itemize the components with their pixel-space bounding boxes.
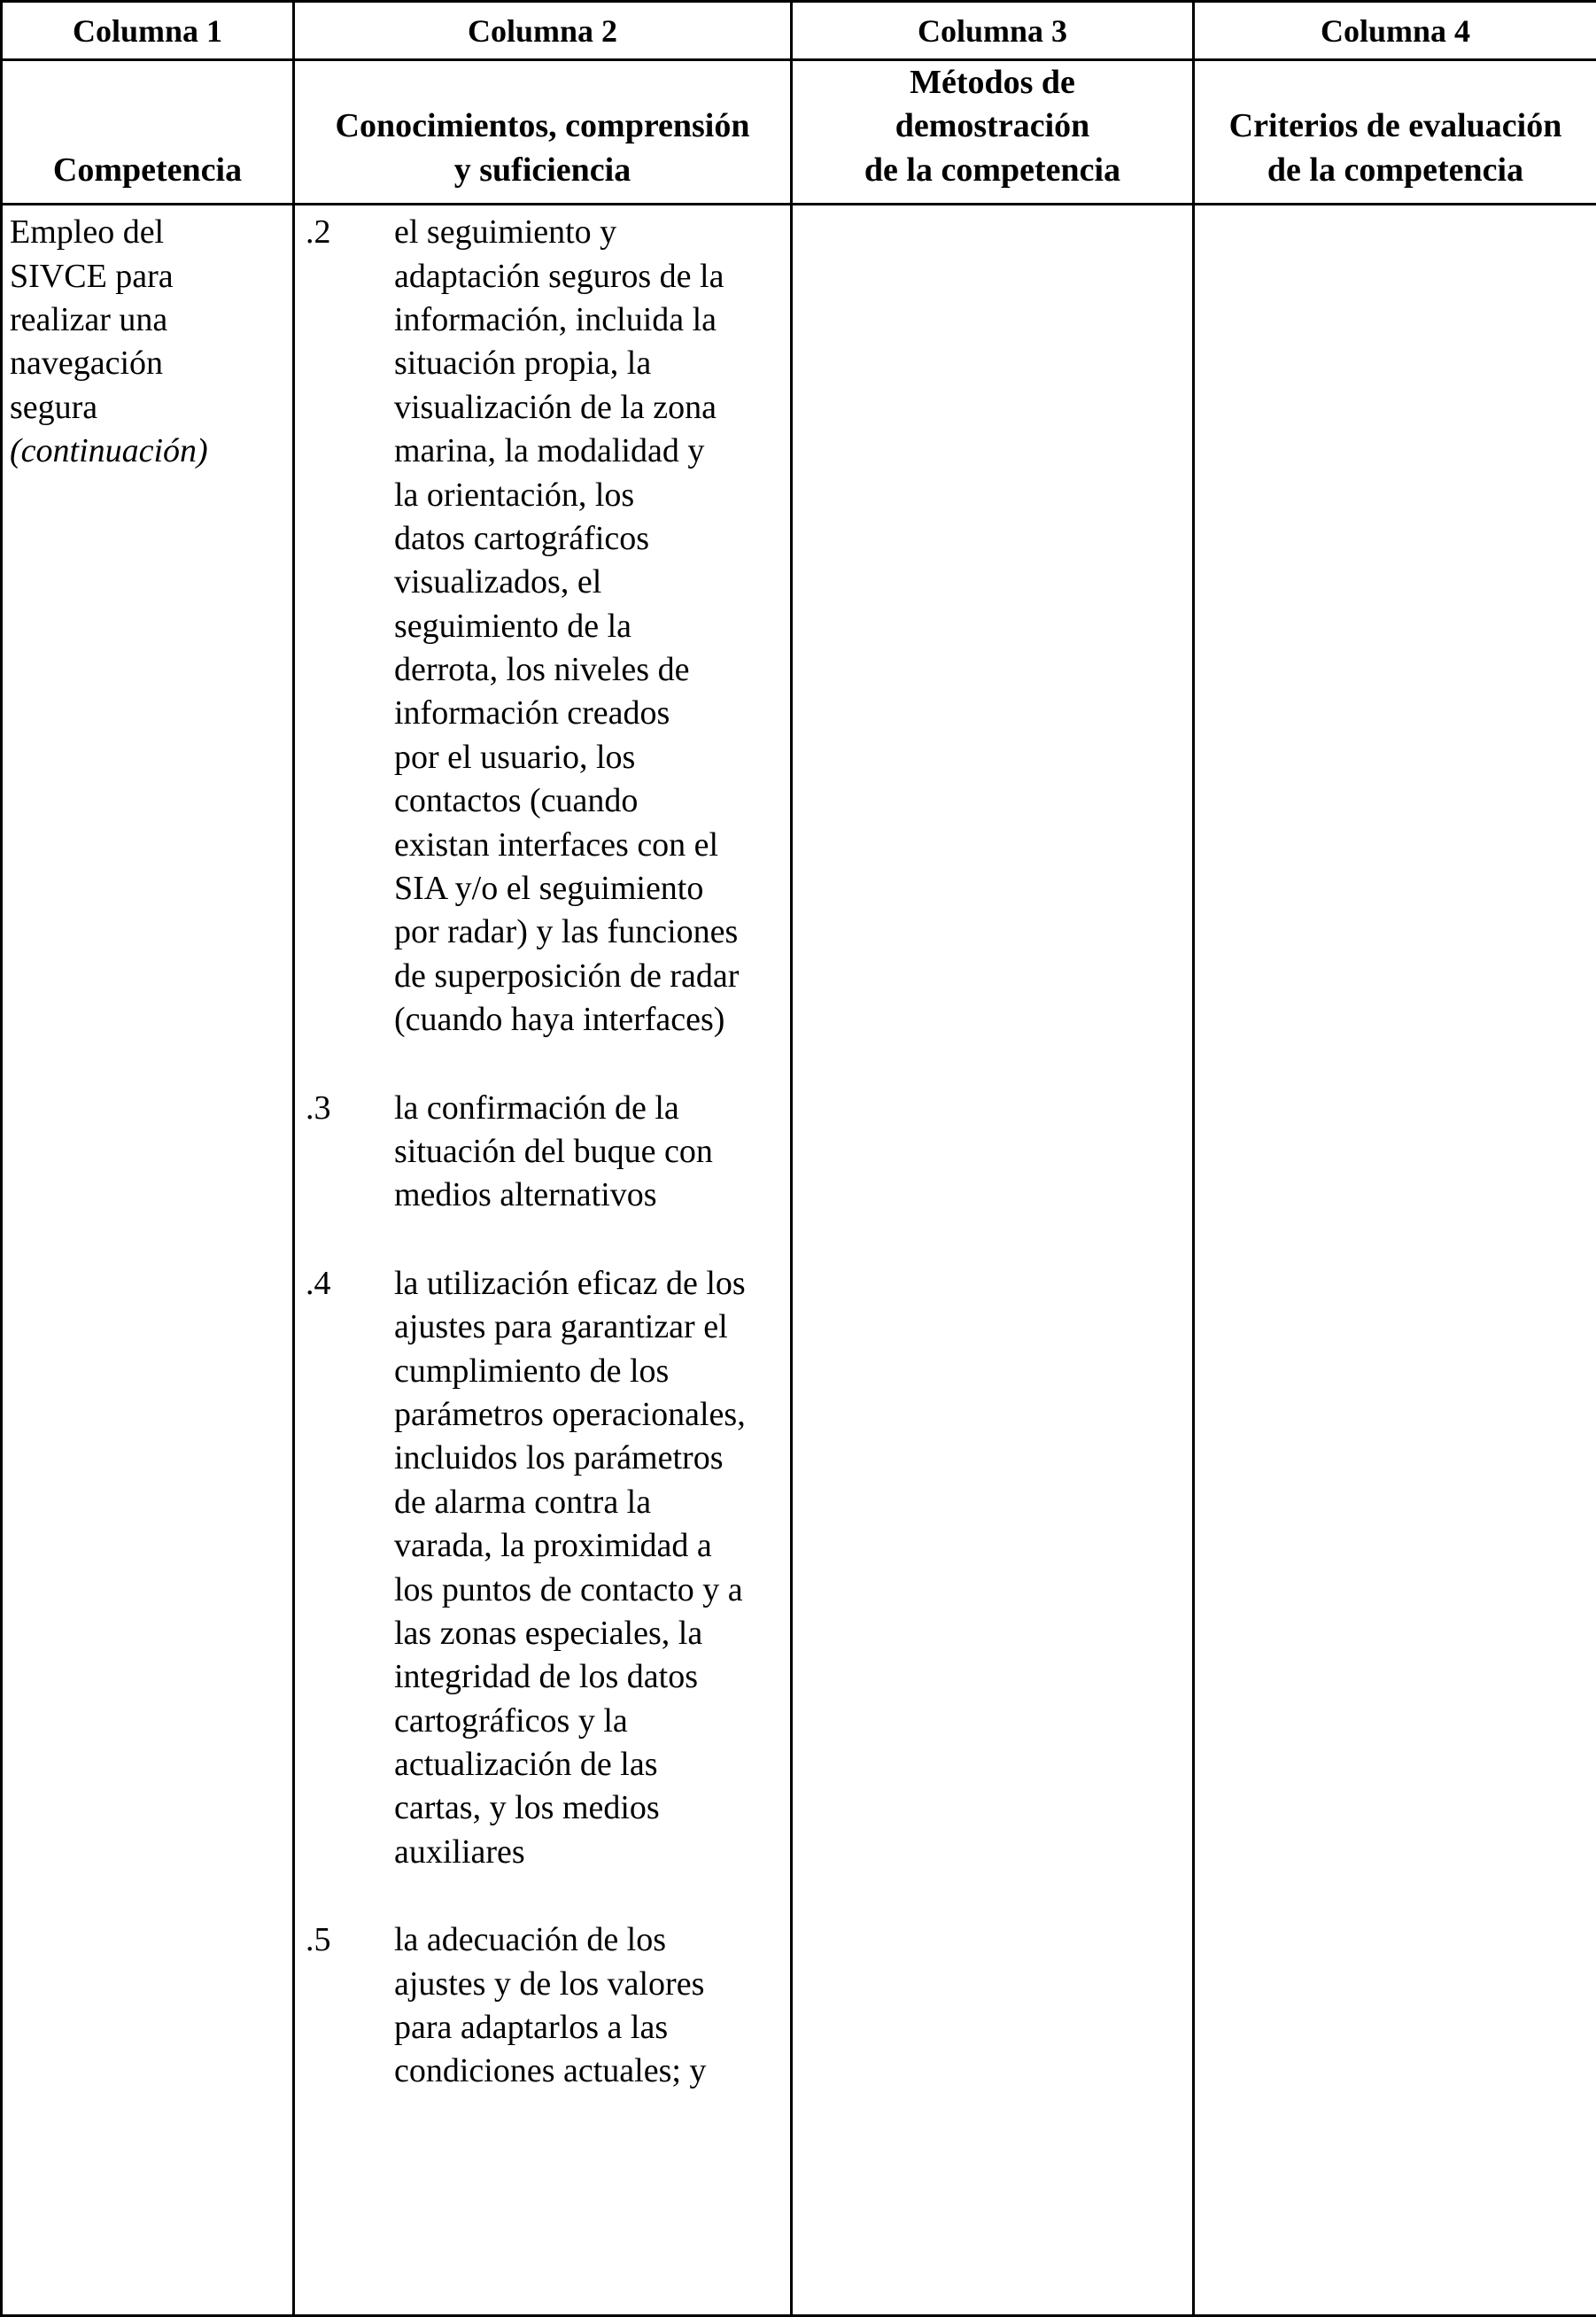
item-line: contactos (cuando: [394, 779, 785, 823]
column-number-1: Columna 1: [2, 2, 294, 60]
column-number-row: [2, 2, 1596, 60]
item-line: visualización de la zona: [394, 386, 785, 430]
heading-metodos: [792, 60, 1194, 205]
item-line: el seguimiento y: [394, 211, 785, 254]
item-line: situación propia, la: [394, 342, 785, 385]
item-line: para adaptarlos a las: [394, 2006, 785, 2050]
item-line: las zonas especiales, la: [394, 1612, 785, 1655]
item-line: la utilización eficaz de los: [394, 1262, 785, 1306]
item-number: .5: [300, 1918, 394, 2094]
item-line: la adecuación de los: [394, 1918, 785, 1962]
column-number-3: Columna 3: [792, 2, 1194, 60]
knowledge-cell: [294, 205, 792, 2316]
item-line: por radar) y las funciones: [394, 911, 785, 954]
heading-line: Conocimientos, comprensión: [295, 105, 790, 148]
item-line: parámetros operacionales,: [394, 1393, 785, 1437]
knowledge-item: [300, 1918, 785, 2094]
competencia-cell: [2, 205, 294, 2316]
criterios-cell: [1194, 205, 1596, 2316]
heading-line: de la competencia: [1195, 149, 1596, 192]
competencia-line: Empleo del: [10, 211, 285, 254]
heading-conocimientos: [294, 60, 792, 205]
heading-line: Métodos de: [793, 61, 1192, 105]
item-line: situación del buque con: [394, 1130, 785, 1174]
knowledge-item: [300, 1262, 785, 1874]
knowledge-item: [300, 211, 785, 1042]
knowledge-item: [300, 1087, 785, 1218]
item-line: ajustes para garantizar el: [394, 1306, 785, 1349]
heading-line: y suficiencia: [295, 149, 790, 192]
item-line: seguimiento de la: [394, 605, 785, 648]
item-line: derrota, los niveles de: [394, 648, 785, 692]
item-line: cumplimiento de los: [394, 1350, 785, 1393]
item-line: ajustes y de los valores: [394, 1963, 785, 2006]
heading-criterios: [1194, 60, 1596, 205]
item-line: información creados: [394, 692, 785, 735]
heading-competencia: [2, 60, 294, 205]
item-text: [394, 1918, 785, 2094]
item-number: .3: [300, 1087, 394, 1218]
item-line: marina, la modalidad y: [394, 430, 785, 473]
item-line: la confirmación de la: [394, 1087, 785, 1130]
competencia-line: segura: [10, 386, 285, 430]
continuation-note: (continuación): [10, 430, 285, 473]
metodos-cell: [792, 205, 1194, 2316]
item-number: .2: [300, 211, 394, 1042]
column-number-4: Columna 4: [1194, 2, 1596, 60]
heading-line: Criterios de evaluación: [1195, 105, 1596, 148]
item-number: .4: [300, 1262, 394, 1874]
column-heading-row: [2, 60, 1596, 205]
item-text: [394, 1262, 785, 1874]
content-row: [2, 205, 1596, 2316]
item-line: existan interfaces con el: [394, 824, 785, 867]
item-line: visualizados, el: [394, 561, 785, 604]
item-line: (cuando haya interfaces): [394, 998, 785, 1042]
item-line: varada, la proximidad a: [394, 1524, 785, 1568]
item-line: información, incluida la: [394, 298, 785, 342]
item-line: adaptación seguros de la: [394, 255, 785, 298]
item-line: cartas, y los medios: [394, 1786, 785, 1830]
competencia-line: realizar una: [10, 298, 285, 342]
item-line: datos cartográficos: [394, 517, 785, 561]
item-text: [394, 211, 785, 1042]
item-line: actualización de las: [394, 1743, 785, 1786]
item-line: auxiliares: [394, 1831, 785, 1874]
item-line: de alarma contra la: [394, 1481, 785, 1524]
item-line: condiciones actuales; y: [394, 2050, 785, 2093]
heading-line: Competencia: [3, 149, 292, 192]
item-line: la orientación, los: [394, 474, 785, 517]
heading-line: demostración: [793, 105, 1192, 148]
competencia-line: navegación: [10, 342, 285, 385]
item-line: de superposición de radar: [394, 955, 785, 998]
item-line: incluidos los parámetros: [394, 1437, 785, 1480]
item-line: por el usuario, los: [394, 736, 785, 779]
item-line: medios alternativos: [394, 1174, 785, 1217]
heading-line: de la competencia: [793, 149, 1192, 192]
column-number-2: Columna 2: [294, 2, 792, 60]
item-line: integridad de los datos: [394, 1655, 785, 1699]
item-text: [394, 1087, 785, 1218]
competencia-line: SIVCE para: [10, 255, 285, 298]
item-line: los puntos de contacto y a: [394, 1569, 785, 1612]
item-line: SIA y/o el seguimiento: [394, 867, 785, 911]
item-line: cartográficos y la: [394, 1700, 785, 1743]
